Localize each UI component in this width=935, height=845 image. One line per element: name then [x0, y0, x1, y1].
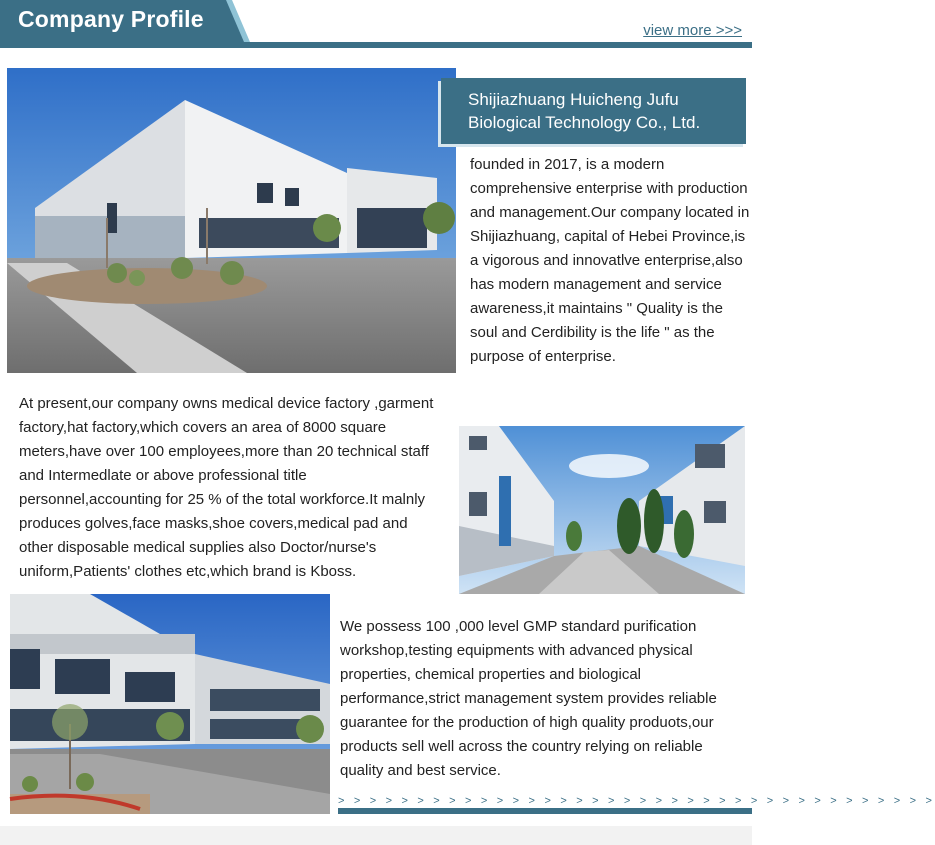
office-corner-photo	[10, 594, 330, 814]
factory-lane-photo	[459, 426, 745, 594]
bottom-band	[0, 826, 752, 845]
office-building-photo	[7, 68, 456, 373]
company-name-box	[441, 78, 746, 144]
footer-rule	[338, 808, 752, 814]
section-header	[0, 0, 752, 52]
view-more-link[interactable]: view more >>>	[643, 22, 742, 39]
intro-paragraph: founded in 2017, is a modern comprehensive enterprise with production and management.Our company located in Shijiazhuang, capital of Hebei Province,is a vigorous and innovatlve enterprise,also has modern management and service awareness,it maintains " Quality is the soul and Cerdibility is the life " as the purpose of enterprise.	[470, 156, 750, 365]
section-title: Company Profile	[18, 6, 204, 32]
factories-paragraph: At present,our company owns medical device factory ,garment factory,hat factory,which covers an area of 8000 square meters,have over 100 employees,more than 20 technical staff and Intermedlate or above professional title personnel,accounting for 25 % of the total workforce.It malnly produces golves,face masks,shoe covers,medical pad and other disposable medical supplies also Doctor/nurse's uniform,Patients' clothes etc,which brand is Kboss.	[19, 395, 434, 580]
company-name: Shijiazhuang Huicheng Jufu Biological Technology Co., Ltd.	[468, 90, 701, 132]
footer-arrow-divider: > > > > > > > > > > > > > > > > > > > > > > > > > > > > > > > > > > > > > >	[338, 795, 935, 807]
header-rule	[0, 42, 752, 48]
gmp-paragraph: We possess 100 ,000 level GMP standard purification workshop,testing equipments with advanced physical properties, chemical properties and biological performance,strict management system provides reliable guarantee for the production of high quality produots,our products sell well across the country relying on reliable quality and best service.	[340, 618, 717, 779]
